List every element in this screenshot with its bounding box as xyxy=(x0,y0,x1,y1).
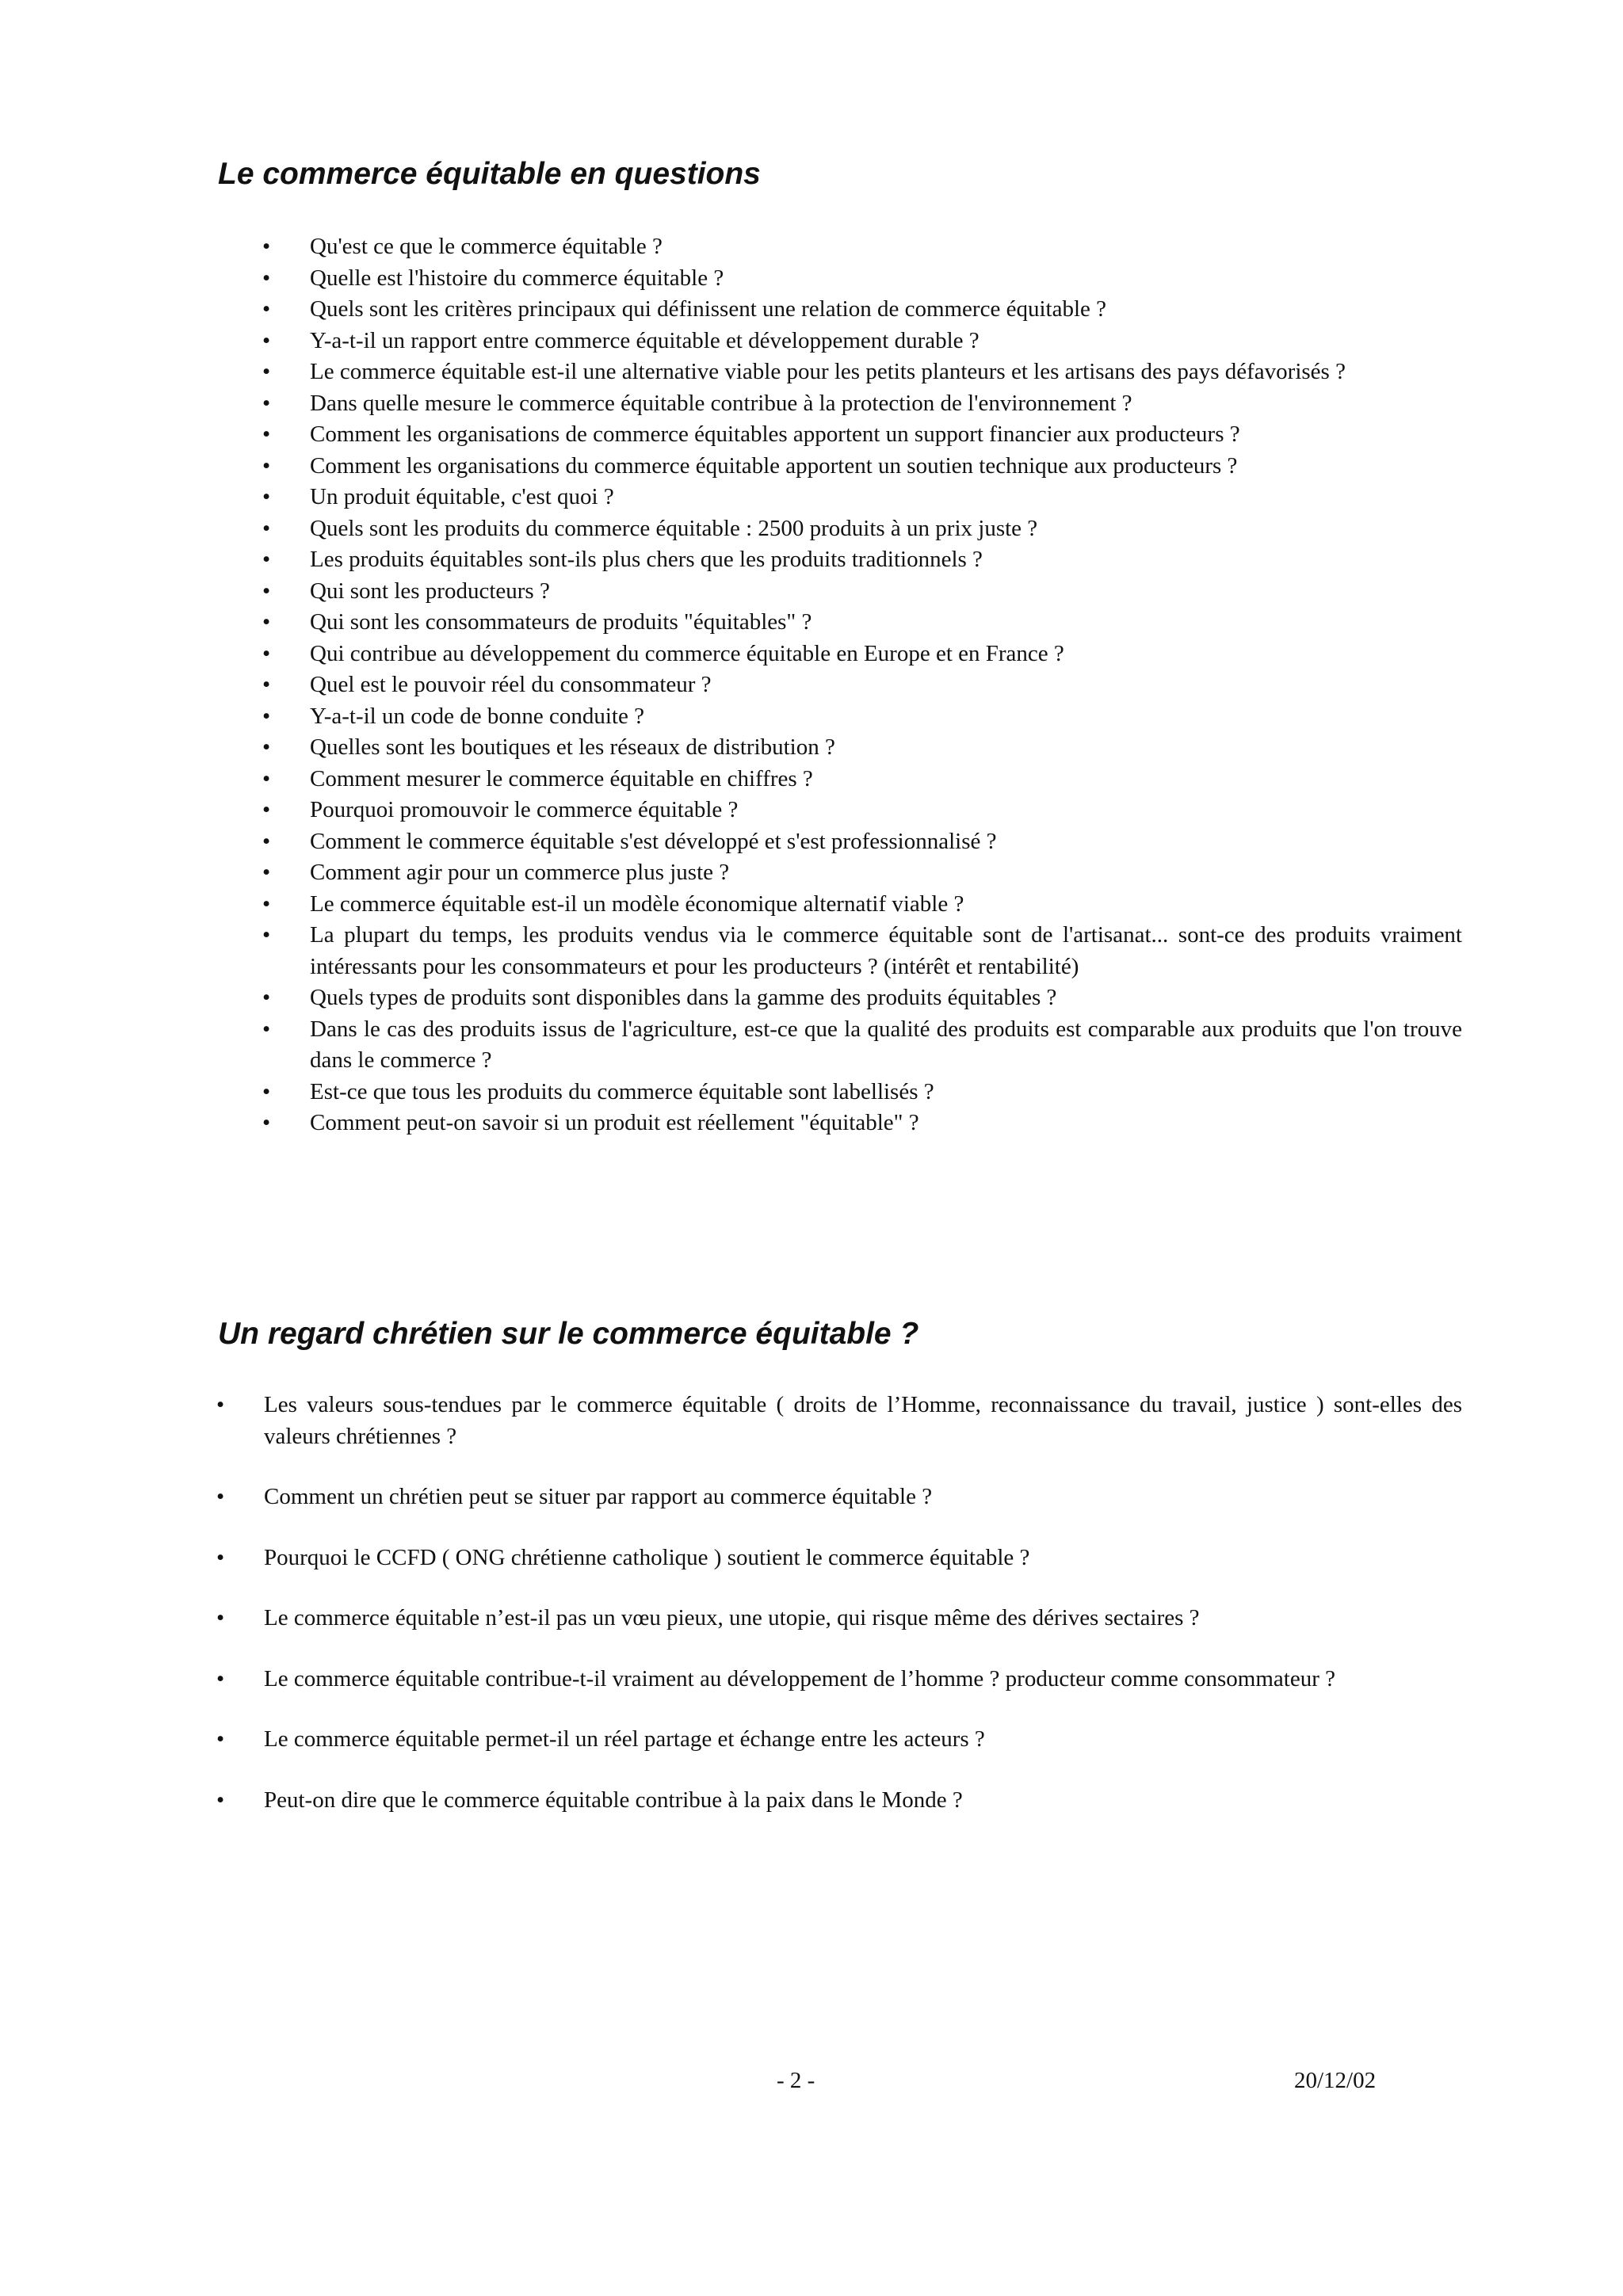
bullet-icon: • xyxy=(262,860,271,885)
list-item-text: Quelles sont les boutiques et les réseaux de distribution ? xyxy=(310,734,835,760)
list-item xyxy=(0,544,1462,576)
bullet-icon: • xyxy=(262,672,271,697)
list-item-text: Comment mesurer le commerce équitable en chiffres ? xyxy=(310,765,813,791)
bullet-icon: • xyxy=(216,1726,225,1752)
page-number: - 2 - xyxy=(777,2068,815,2093)
list-item-text: La plupart du temps, les produits vendus via le commerce équitable sont de l'artisanat... sont-ce des produits vraiment intéressants pour les consommateurs et pour les producteurs ? (intérêt et rentabilité) xyxy=(310,922,1462,979)
list-item xyxy=(0,1014,1462,1077)
list-item xyxy=(0,513,1462,545)
list-item-text: Dans le cas des produits issus de l'agriculture, est-ce que la qualité des produits est comparable aux produits que l'on trouve dans le commerce ? xyxy=(310,1016,1462,1073)
list-item xyxy=(0,607,1462,639)
list-item-text: Quels types de produits sont disponibles dans la gamme des produits équitables ? xyxy=(310,985,1057,1010)
list-item xyxy=(0,231,1462,263)
list-item xyxy=(0,419,1462,451)
list-item xyxy=(0,639,1462,670)
list-item-text: Le commerce équitable est-il une alternative viable pour les petits planteurs et les artisans des pays défavorisés ? xyxy=(310,359,1346,384)
list-item-text: Quelle est l'histoire du commerce équitable ? xyxy=(310,265,724,291)
list-item xyxy=(0,1785,1462,1817)
bullet-icon: • xyxy=(262,765,271,791)
bullet-icon: • xyxy=(262,1078,271,1104)
list-item-text: Qui sont les consommateurs de produits "équitables" ? xyxy=(310,609,812,635)
list-item xyxy=(0,1108,1462,1139)
bullet-icon: • xyxy=(262,1110,271,1135)
bullet-icon: • xyxy=(262,421,271,447)
list-item-text: Comment les organisations de commerce équitables apportent un support financier aux producteurs ? xyxy=(310,421,1240,447)
bullet-icon: • xyxy=(262,265,271,291)
bullet-icon: • xyxy=(262,828,271,854)
list-item-text: Y-a-t-il un code de bonne conduite ? xyxy=(310,703,644,729)
list-item xyxy=(0,1390,1462,1452)
bullet-icon: • xyxy=(262,985,271,1010)
list-item-text: Comment un chrétien peut se situer par rapport au commerce équitable ? xyxy=(264,1484,933,1509)
list-item xyxy=(0,701,1462,733)
list-item-text: Le commerce équitable permet-il un réel partage et échange entre les acteurs ? xyxy=(264,1726,985,1752)
bullet-icon: • xyxy=(262,609,271,635)
list-item xyxy=(0,263,1462,295)
list-item xyxy=(0,294,1462,326)
bullet-icon: • xyxy=(216,1544,225,1570)
list-item xyxy=(0,576,1462,608)
list-item-text: Pourquoi le CCFD ( ONG chrétienne catholique ) soutient le commerce équitable ? xyxy=(264,1544,1030,1570)
list-item-text: Les valeurs sous-tendues par le commerce équitable ( droits de l’Homme, reconnaissance du travail, justice ) sont-elles des valeurs chrétiennes ? xyxy=(264,1392,1462,1449)
bullet-icon: • xyxy=(262,578,271,604)
list-item xyxy=(0,669,1462,701)
list-item-text: Le commerce équitable contribue-t-il vraiment au développement de l’homme ? producteur comme consommateur ? xyxy=(264,1665,1335,1691)
list-item xyxy=(0,482,1462,513)
bullet-icon: • xyxy=(262,359,271,384)
list-item-text: Comment peut-on savoir si un produit est réellement "équitable" ? xyxy=(310,1110,919,1135)
list-item xyxy=(0,982,1462,1014)
section-2-title: Un regard chrétien sur le commerce équitable ? xyxy=(218,1317,919,1351)
bullet-icon: • xyxy=(262,296,271,322)
list-item xyxy=(0,889,1462,921)
list-item xyxy=(0,357,1462,388)
bullet-icon: • xyxy=(262,452,271,479)
list-item xyxy=(0,920,1462,982)
bullet-icon: • xyxy=(262,797,271,822)
list-item xyxy=(0,795,1462,826)
list-item-text: Les produits équitables sont-ils plus chers que les produits traditionnels ? xyxy=(310,547,983,572)
list-item-text: Comment les organisations du commerce équitable apportent un soutien technique aux producteurs ? xyxy=(310,452,1238,479)
list-item xyxy=(0,1543,1462,1574)
questions-list-1 xyxy=(0,231,1623,1139)
list-item xyxy=(0,1724,1462,1756)
bullet-icon: • xyxy=(262,515,271,541)
bullet-icon: • xyxy=(262,390,271,416)
bullet-icon: • xyxy=(262,1016,271,1042)
list-item xyxy=(0,826,1462,858)
list-item-text: Comment le commerce équitable s'est développé et s'est professionnalisé ? xyxy=(310,828,997,854)
bullet-icon: • xyxy=(216,1787,225,1813)
list-item xyxy=(0,1603,1462,1634)
list-item-text: Qui sont les producteurs ? xyxy=(310,578,550,604)
list-item-text: Comment agir pour un commerce plus juste ? xyxy=(310,860,730,885)
bullet-icon: • xyxy=(216,1484,225,1509)
list-item xyxy=(0,388,1462,420)
bullet-icon: • xyxy=(262,327,271,353)
list-item-text: Qui contribue au développement du commerce équitable en Europe et en France ? xyxy=(310,640,1064,666)
list-item-text: Le commerce équitable n’est-il pas un vœu pieux, une utopie, qui risque même des dérives sectaires ? xyxy=(264,1605,1200,1630)
list-item xyxy=(0,326,1462,357)
bullet-icon: • xyxy=(262,703,271,729)
list-item-text: Le commerce équitable est-il un modèle économique alternatif viable ? xyxy=(310,891,964,917)
bullet-icon: • xyxy=(216,1392,225,1417)
list-item xyxy=(0,1664,1462,1695)
list-item-text: Quels sont les critères principaux qui définissent une relation de commerce équitable ? xyxy=(310,296,1106,322)
list-item-text: Est-ce que tous les produits du commerce équitable sont labellisés ? xyxy=(310,1078,934,1104)
list-item-text: Un produit équitable, c'est quoi ? xyxy=(310,484,614,509)
list-item xyxy=(0,451,1462,482)
list-item-text: Pourquoi promouvoir le commerce équitable ? xyxy=(310,797,739,822)
section-1-title: Le commerce équitable en questions xyxy=(218,157,761,191)
list-item xyxy=(0,857,1462,889)
questions-list-2 xyxy=(0,1390,1623,1845)
list-item xyxy=(0,732,1462,764)
bullet-icon: • xyxy=(216,1665,225,1691)
list-item-text: Peut-on dire que le commerce équitable contribue à la paix dans le Monde ? xyxy=(264,1787,963,1813)
bullet-icon: • xyxy=(262,891,271,917)
list-item-text: Dans quelle mesure le commerce équitable contribue à la protection de l'environnement ? xyxy=(310,390,1132,416)
list-item xyxy=(0,1077,1462,1108)
list-item-text: Qu'est ce que le commerce équitable ? xyxy=(310,234,663,259)
bullet-icon: • xyxy=(262,922,271,948)
list-item xyxy=(0,1482,1462,1513)
list-item-text: Quel est le pouvoir réel du consommateur ? xyxy=(310,672,712,697)
list-item-text: Y-a-t-il un rapport entre commerce équitable et développement durable ? xyxy=(310,327,980,353)
bullet-icon: • xyxy=(262,547,271,572)
bullet-icon: • xyxy=(262,640,271,666)
bullet-icon: • xyxy=(216,1605,225,1630)
bullet-icon: • xyxy=(262,734,271,760)
bullet-icon: • xyxy=(262,234,271,259)
list-item-text: Quels sont les produits du commerce équitable : 2500 produits à un prix juste ? xyxy=(310,515,1038,541)
list-item xyxy=(0,764,1462,795)
footer-date: 20/12/02 xyxy=(1294,2068,1377,2093)
bullet-icon: • xyxy=(262,484,271,509)
